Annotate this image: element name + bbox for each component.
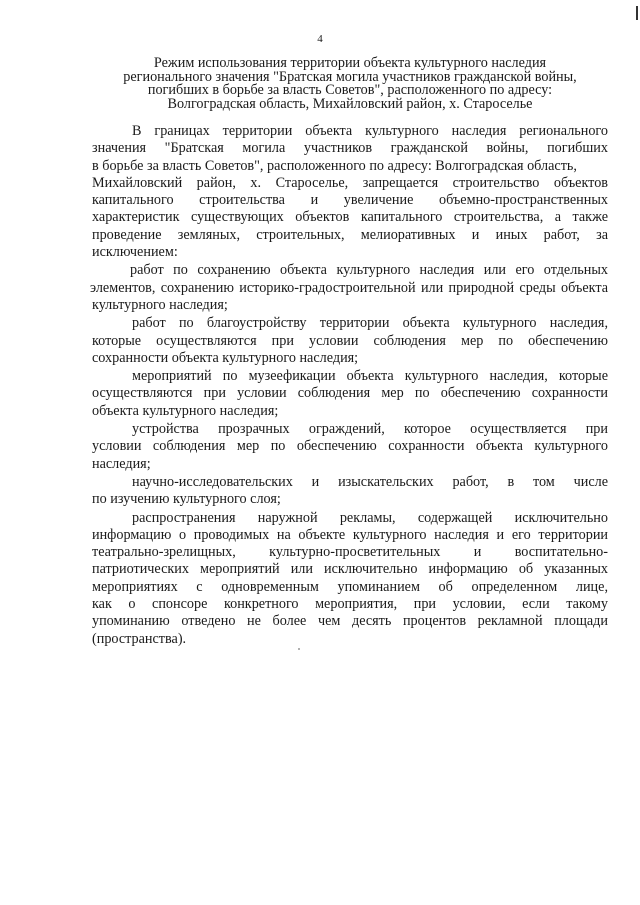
paragraph-line: исключением:	[92, 244, 178, 261]
paragraph-line: культурного наследия;	[92, 296, 228, 313]
title-line: Режим использования территории объекта культурного наследия	[153, 55, 547, 71]
paragraph-line: условии соблюдения мер по обеспечению сохранности объекта культурного	[92, 438, 608, 455]
paragraph-line: элементов, сохранению историко-градостроительной или природной среды объекта	[90, 279, 608, 296]
title-line: регионального значения "Братская могила участников гражданской войны,	[123, 68, 577, 85]
paragraph-line: которые осуществляются при условии соблюдения мер по обеспечению	[92, 332, 608, 349]
paragraph-line: по изучению культурного слоя;	[92, 491, 281, 508]
paragraph-line: работ по сохранению объекта культурного наследия или его отдельных	[130, 262, 608, 279]
paragraph-line: Михайловский район, х. Староселье, запрещается строительство объектов	[92, 174, 608, 191]
paragraph-line: проведение земляных, строительных, мелиоративных и иных работ, за	[92, 226, 608, 243]
paragraph-item	[92, 315, 608, 367]
paragraph-item	[92, 510, 608, 648]
paragraph-line: значения "Братская могила участников гражданской войны, погибших	[92, 140, 608, 157]
scan-speck	[298, 648, 300, 650]
paragraph-intro	[92, 123, 608, 261]
title-line: Волгоградская область, Михайловский район, х. Староселье	[167, 95, 533, 112]
document-title	[90, 57, 610, 111]
paragraph-line: работ по благоустройству территории объекта культурного наследия,	[132, 315, 608, 332]
paragraph-line: характеристик существующих объектов капитального строительства, а также	[92, 209, 608, 226]
paragraph-line: осуществляются при условии соблюдения мер по обеспечению сохранности	[92, 385, 608, 402]
page-number: 4	[317, 33, 323, 45]
paragraph-line: научно-исследовательских и изыскательских работ, в том числе	[132, 473, 608, 490]
paragraph-item	[92, 474, 608, 509]
paragraph-item	[92, 262, 608, 314]
paragraph-line: патриотических мероприятий или исключительно информацию об указанных	[92, 561, 608, 578]
title-line: погибших в борьбе за власть Советов", расположенного по адресу:	[147, 82, 553, 99]
paragraph-line: (пространства).	[92, 630, 187, 647]
paragraph-line: устройства прозрачных ограждений, которое осуществляется при	[132, 421, 608, 438]
paragraph-line: В границах территории объекта культурного наследия регионального	[132, 123, 608, 139]
paragraph-line: капитального строительства и увеличение объемно-пространственных	[92, 192, 608, 209]
paragraph-line: в борьбе за власть Советов", расположенного по адресу: Волгоградская область,	[92, 157, 577, 174]
paragraph-line: мероприятий по музеефикации объекта культурного наследия, которые	[132, 368, 608, 385]
paragraph-line: сохранности объекта культурного наследия;	[92, 349, 359, 366]
paragraph-line: мероприятиях с одновременным упоминанием об определенном лице,	[92, 578, 608, 595]
paragraph-line: информацию о проводимых на объекте культурного наследия и его территории	[92, 526, 608, 543]
paragraph-item	[92, 421, 608, 473]
paragraph-line: упоминанию отведено не более чем десять процентов рекламной площади	[92, 613, 608, 630]
paragraph-line: театрально-зрелищных, культурно-просветительных и воспитательно-	[92, 544, 608, 561]
paragraph-line: объекта культурного наследия;	[92, 402, 279, 419]
paragraph-line: распространения наружной рекламы, содержащей исключительно	[132, 509, 608, 526]
paragraph-line: наследия;	[92, 455, 151, 472]
paragraph-line: как о спонсоре конкретного мероприятия, при условии, если такому	[92, 596, 608, 613]
scan-edge-mark	[636, 6, 638, 20]
paragraph-item	[92, 368, 608, 420]
document-body	[92, 123, 608, 649]
